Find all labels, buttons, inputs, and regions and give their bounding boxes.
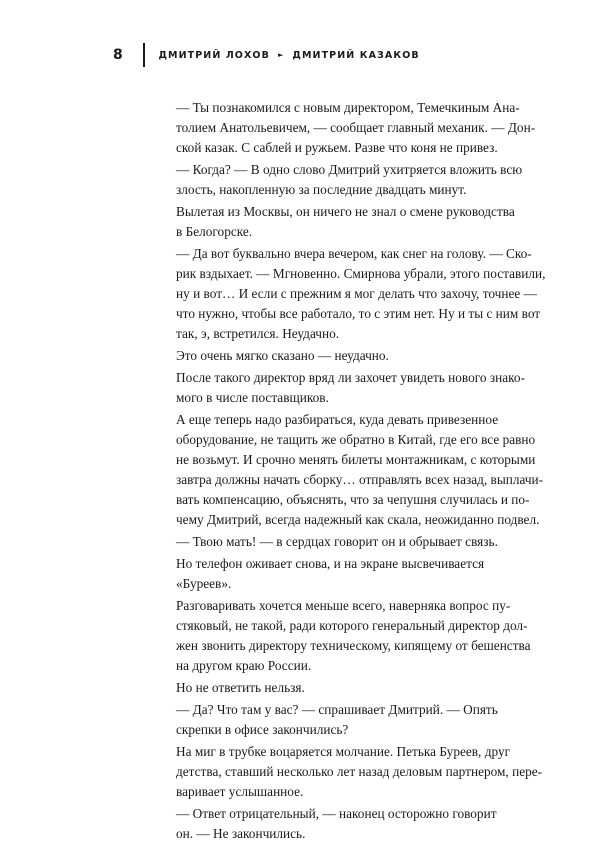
paragraph bbox=[158, 368, 525, 408]
text-line: ской казак. С саблей и ружьем. Разве что коня не привез. bbox=[176, 140, 498, 155]
text-line: Но телефон оживает снова, и на экране высвечивается bbox=[176, 556, 485, 571]
text-line: что нужно, чтобы все работало, то с этим нет. Ну и ты с ним вот bbox=[176, 306, 541, 321]
running-title bbox=[159, 50, 420, 61]
text-line: варивает услышанное. bbox=[176, 784, 304, 799]
text-line: не возьмут. И срочно менять билеты монтажникам, с которыми bbox=[176, 452, 536, 467]
paragraph bbox=[158, 554, 494, 594]
text-line: в Белогорске. bbox=[176, 224, 253, 239]
paragraph bbox=[158, 244, 546, 344]
text-line: скрепки в офисе закончились? bbox=[176, 722, 349, 737]
paragraph bbox=[158, 596, 531, 676]
text-line: А еще теперь надо разбираться, куда девать привезенное bbox=[176, 412, 499, 427]
text-line: чему Дмитрий, всегда надежный как скала, неожиданно подвел. bbox=[176, 512, 540, 527]
text-line: мого в числе поставщиков. bbox=[176, 390, 329, 405]
paragraph bbox=[158, 742, 543, 802]
text-line: стяковый, не такой, ради которого генеральный директор дол- bbox=[176, 618, 528, 633]
text-line: так, э, встретился. Неудачно. bbox=[176, 326, 340, 341]
text-line: рик вздыхает. — Мгновенно. Смирнова убрали, этого поставили, bbox=[176, 266, 546, 281]
text-line: злость, накопленную за последние двадцать минут. bbox=[176, 182, 467, 197]
page-number: 8 bbox=[113, 47, 123, 63]
page-body-text bbox=[158, 98, 546, 846]
text-line: завтра должны начать сборку… отправлять всех назад, выплачи- bbox=[176, 472, 544, 487]
text-line: Это очень мягко сказано — неудачно. bbox=[176, 348, 389, 363]
text-line: — Ответ отрицательный, — наконец осторожно говорит bbox=[176, 806, 497, 821]
triangle-separator-icon: ► bbox=[277, 51, 285, 59]
text-line: ну и вот… И если с прежним я мог делать что захочу, точнее — bbox=[176, 286, 537, 301]
paragraph bbox=[158, 532, 498, 552]
text-line: После такого директор вряд ли захочет увидеть нового знако- bbox=[176, 370, 525, 385]
paragraph bbox=[158, 202, 515, 242]
text-line: детства, ставший несколько лет назад деловым партнером, пере- bbox=[176, 764, 543, 779]
text-line: вать компенсацию, объяснять, что за чепушня случилась и по- bbox=[176, 492, 530, 507]
author-name-1: ДМИТРИЙ ЛОХОВ bbox=[158, 49, 270, 61]
text-line: на другом краю России. bbox=[176, 658, 312, 673]
paragraph bbox=[158, 346, 494, 366]
running-header bbox=[113, 44, 420, 66]
text-line: толием Анатольевичем, — сообщает главный механик. — Дон- bbox=[176, 120, 536, 135]
text-line: «Буреев». bbox=[176, 576, 232, 591]
paragraph bbox=[158, 700, 498, 740]
text-line: — Когда? — В одно слово Дмитрий ухитряется вложить всю bbox=[176, 162, 523, 177]
text-line: — Да вот буквально вчера вечером, как снег на голову. — Ско- bbox=[176, 246, 532, 261]
text-line: — Да? Что там у вас? — спрашивает Дмитрий. — Опять bbox=[176, 702, 498, 717]
text-line: оборудование, не тащить же обратно в Китай, где его все равно bbox=[176, 432, 536, 447]
header-divider bbox=[143, 43, 145, 67]
text-line: — Ты познакомился с новым директором, Темечкиным Ана- bbox=[176, 100, 520, 115]
paragraph bbox=[158, 678, 494, 698]
text-line: На миг в трубке воцаряется молчание. Петька Буреев, друг bbox=[176, 744, 511, 759]
text-line: — Твою мать! — в сердцах говорит он и обрывает связь. bbox=[176, 534, 498, 549]
paragraph bbox=[158, 160, 523, 200]
paragraph bbox=[158, 804, 497, 844]
author-name-2: ДМИТРИЙ КАЗАКОВ bbox=[292, 49, 420, 61]
text-line: Разговаривать хочется меньше всего, наверняка вопрос пу- bbox=[176, 598, 511, 613]
paragraph bbox=[158, 98, 536, 158]
text-line: он. — Не закончились. bbox=[176, 826, 306, 841]
text-line: Но не ответить нельзя. bbox=[176, 680, 305, 695]
text-line: жен звонить директору техническому, кипящему от бешенства bbox=[176, 638, 531, 653]
text-line: Вылетая из Москвы, он ничего не знал о смене руководства bbox=[176, 204, 515, 219]
paragraph bbox=[158, 410, 544, 530]
